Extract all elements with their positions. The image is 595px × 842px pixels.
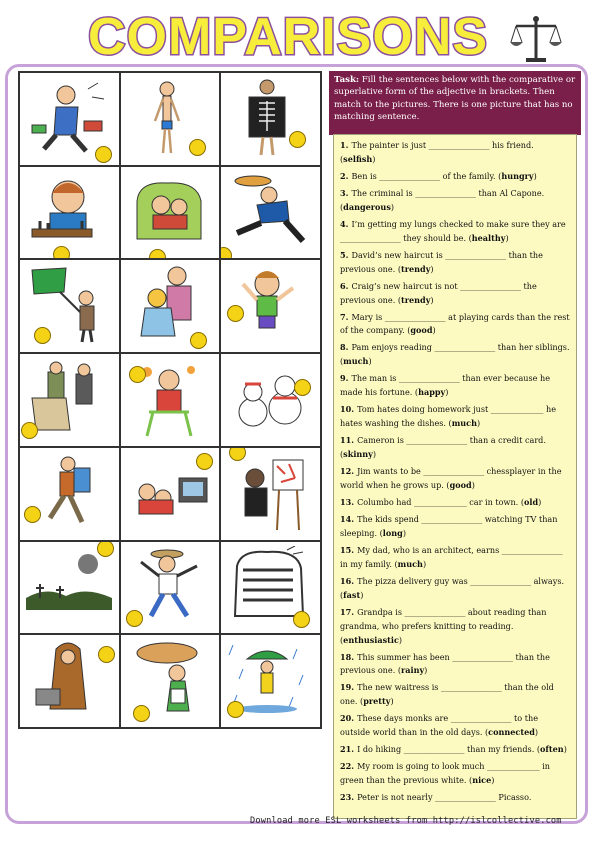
worksheet-title — [78, 4, 498, 66]
sentence-number: 7. — [340, 311, 349, 322]
sentence-number: 17. — [340, 606, 355, 617]
picture-cell — [120, 541, 221, 635]
sentence-number: 19. — [340, 682, 355, 693]
picture-cell — [120, 166, 221, 260]
scales-of-justice-icon — [510, 14, 562, 64]
sentence-text: Peter is not nearly _______________ Picasso. — [357, 792, 532, 803]
sentence-item: 1. The painter is just _______________ his friend. (selfish) — [340, 140, 534, 164]
picture-cell — [19, 166, 120, 260]
answer-dot[interactable] — [190, 332, 207, 349]
picture-cell — [220, 353, 321, 447]
answer-dot[interactable] — [24, 506, 41, 523]
adjective-hint: long — [382, 527, 403, 538]
sentence-item: 12. Jim wants to be _______________ chessplayer in the world when he grows up. (good) — [340, 466, 562, 490]
picture-cell — [19, 541, 120, 635]
sentence-text: The criminal is _______________ than Al Capone. — [351, 187, 545, 198]
sentence-item: 11. Cameron is _______________ than a credit card. (skinny) — [340, 435, 546, 460]
adjective-hint: good — [449, 479, 472, 490]
sentence-number: 1. — [340, 140, 349, 150]
sentence-text: Craig’s new haircut is not _______________ the previous one. — [340, 280, 537, 305]
adjective-hint: selfish — [343, 153, 373, 164]
answer-dot[interactable] — [293, 611, 310, 628]
task-box — [329, 71, 581, 135]
adjective-hint: fast — [343, 589, 361, 600]
sentence-text: The kids spend _______________ watching TV than sleeping. — [340, 513, 558, 538]
sentence-item: 22. My room is going to look much _____________ in green than the previous white. (nice) — [340, 761, 551, 786]
boy-haircut-picture — [227, 264, 313, 344]
sentence-text: My dad, who is an architect, earns _______________ in my family. — [340, 544, 563, 569]
sentence-text: The man is _______________ than ever because he made his fortune. — [340, 373, 551, 398]
sentence-text: Columbo had _____________ car in town. — [357, 496, 519, 507]
sentence-number: 22. — [340, 761, 355, 772]
kids-on-sofa-picture — [127, 171, 213, 251]
adjective-hint: rainy — [401, 665, 425, 676]
artist-at-easel-picture — [227, 452, 313, 532]
picture-grid — [18, 71, 322, 729]
sentence-item: 17. Grandpa is _______________ about reading than grandma, who prefers knitting to reading. (enthusiastic) — [340, 606, 547, 645]
sentence-item: 8. Pam enjoys reading _______________ than her siblings. (much) — [340, 342, 570, 367]
sentence-number: 21. — [340, 744, 355, 755]
adjective-hint: happy — [418, 387, 446, 398]
picture-cell — [220, 259, 321, 353]
sentence-item: 20. These days monks are _______________ to the outside world than in the old days. (connected) — [340, 713, 539, 738]
answer-dot[interactable] — [133, 705, 150, 722]
adjective-hint: dangerous — [343, 201, 391, 212]
sentence-number: 8. — [340, 342, 349, 353]
picture-cell — [19, 447, 120, 541]
sentence-text: I do hiking _______________ than my friends. — [357, 744, 535, 755]
picture-cell — [19, 259, 120, 353]
picture-cell — [19, 72, 120, 166]
sentence-item — [340, 791, 570, 805]
adjective-hint: enthusiastic — [343, 634, 399, 645]
sentence-item: 13. Columbo had _____________ car in town. (old) — [340, 496, 542, 507]
footer-text: Download more ESL worksheets from http://islcollective.com — [250, 816, 562, 826]
sentence-item: 9. The man is _______________ than ever because he made his fortune. (happy) — [340, 373, 551, 398]
sentence-number: 3. — [340, 187, 349, 198]
graveyard-picture — [26, 546, 112, 626]
sentence-number: 13. — [340, 496, 355, 507]
answer-dot[interactable] — [21, 422, 38, 439]
sentence-item: 4. I’m getting my lungs checked to make sure they are _______________ they should be. (healthy) — [340, 218, 566, 243]
sentence-text: The pizza delivery guy was _______________ always. — [357, 575, 565, 586]
sentence-item: 3. The criminal is _______________ than Al Capone. (dangerous) — [340, 187, 545, 212]
sentence-number: 9. — [340, 373, 349, 384]
picture-cell — [120, 353, 221, 447]
architects-picture — [26, 358, 112, 438]
snowmen-picture — [227, 358, 313, 438]
sentence-text: Jim wants to be _______________ chessplayer in the world when he grows up. — [340, 466, 562, 490]
sentence-number: 18. — [340, 651, 355, 662]
answer-dot[interactable] — [129, 366, 146, 383]
svg-text:COMPARISONS: COMPARISONS — [87, 8, 489, 66]
messy-student-picture — [26, 77, 112, 157]
sentences-box — [333, 134, 577, 819]
adjective-hint: much — [451, 418, 477, 429]
adjective-hint: healthy — [471, 232, 506, 243]
sentence-item: 21. I do hiking _______________ than my friends. (often) — [340, 744, 567, 755]
adjective-hint: good — [410, 325, 433, 336]
adjective-hint: much — [397, 558, 423, 569]
picture-cell — [220, 166, 321, 260]
sentence-number: 14. — [340, 513, 355, 524]
sentence-number: 15. — [340, 544, 355, 555]
sentence-number: 11. — [340, 435, 355, 446]
picture-cell — [19, 353, 120, 447]
sentence-item: 19. The new waitress is _______________ than the old one. (pretty) — [340, 682, 554, 707]
answer-dot[interactable] — [196, 453, 213, 470]
adjective-hint: old — [523, 496, 539, 507]
sentence-text: The painter is just _______________ his friend. — [351, 140, 534, 150]
sentence-text: Ben is _______________ of the family. — [351, 170, 496, 181]
sentence-text: Tom hates doing homework just _____________ he hates washing the dishes. — [340, 404, 556, 429]
picture-cell — [120, 634, 221, 728]
picture-cell — [120, 259, 221, 353]
sentence-text: Grandpa is _______________ about reading than grandma, who prefers knitting to reading. — [340, 606, 547, 631]
answer-dot[interactable] — [95, 146, 112, 163]
sentence-text: David’s new haircut is _______________ than the previous one. — [340, 249, 543, 274]
sentence-number: 4. — [340, 218, 349, 229]
adjective-hint: trendy — [401, 294, 431, 305]
sentence-item: 6. Craig’s new haircut is not _______________ the previous one. (trendy) — [340, 280, 537, 305]
picture-cell — [220, 634, 321, 728]
sentence-item: 14. The kids spend _______________ watching TV than sleeping. (long) — [340, 513, 558, 538]
answer-dot[interactable] — [53, 246, 70, 260]
adjective-hint: nice — [472, 775, 492, 786]
sentence-item: 10. Tom hates doing homework just _____________ he hates washing the dishes. (much) — [340, 404, 556, 429]
sentence-text: Pam enjoys reading _______________ than her siblings. — [351, 342, 570, 353]
chess-boy-picture — [26, 171, 112, 251]
sentence-number: 16. — [340, 575, 355, 586]
adjective-hint: pretty — [363, 696, 391, 707]
sentence-number: 12. — [340, 466, 355, 477]
sentence-number: 6. — [340, 280, 349, 291]
picture-cell — [220, 447, 321, 541]
adjective-hint: often — [540, 744, 564, 755]
sentence-number: 10. — [340, 404, 355, 415]
adjective-hint: hungry — [501, 170, 534, 181]
sentence-text: My room is going to look much _____________ in green than the previous white. — [340, 761, 551, 786]
sentence-item: 5. David’s new haircut is _______________ than the previous one. (trendy) — [340, 249, 543, 274]
answer-dot[interactable] — [189, 139, 206, 156]
sentence-number: 23. — [340, 792, 355, 803]
sentence-number: 20. — [340, 713, 355, 724]
sentence-text: I’m getting my lungs checked to make sure they are _______________ they should be. — [340, 218, 566, 243]
answer-dot[interactable] — [97, 541, 114, 557]
adjective-hint: much — [343, 356, 369, 367]
sentence-item: 16. The pizza delivery guy was _______________ always. (fast) — [340, 575, 565, 600]
adjective-hint: skinny — [343, 449, 373, 460]
sentence-item: 18. This summer has been _______________ than the previous one. (rainy) — [340, 651, 550, 676]
picture-cell — [220, 72, 321, 166]
picture-cell — [120, 72, 221, 166]
sentence-text: Mary is _______________ at playing cards than the rest of the company. — [340, 311, 570, 336]
picture-cell — [220, 541, 321, 635]
task-label: Task: — [334, 75, 360, 85]
picture-cell — [19, 634, 120, 728]
picture-cell — [120, 447, 221, 541]
sentence-text: The new waitress is _______________ than the old one. — [340, 682, 554, 707]
sentence-item: 7. Mary is _______________ at playing cards than the rest of the company. (good) — [340, 311, 570, 336]
sentence-number: 2. — [340, 170, 349, 181]
answer-dot[interactable] — [126, 610, 143, 627]
answer-dot[interactable] — [149, 249, 166, 260]
sentence-text: Cameron is _______________ than a credit card. — [357, 435, 546, 446]
sentence-number: 5. — [340, 249, 349, 260]
sentence-item: 2. Ben is _______________ of the family. (hungry) — [340, 170, 537, 181]
task-text: Fill the sentences below with the comparative or superlative form of the adjective in brackets. Then match to the pictures. There is one picture that has no matching sentence. — [334, 75, 576, 122]
sentence-item: 15. My dad, who is an architect, earns _______________ in my family. (much) — [340, 544, 563, 569]
answer-dot[interactable] — [98, 646, 115, 663]
adjective-hint: trendy — [401, 263, 431, 274]
adjective-hint: connected — [488, 727, 535, 738]
pizza-delivery-picture — [227, 171, 313, 251]
sentence-text: These days monks are _______________ to the outside world than in the old days. — [340, 713, 538, 738]
sentence-text: This summer has been _______________ than the previous one. — [340, 651, 550, 676]
